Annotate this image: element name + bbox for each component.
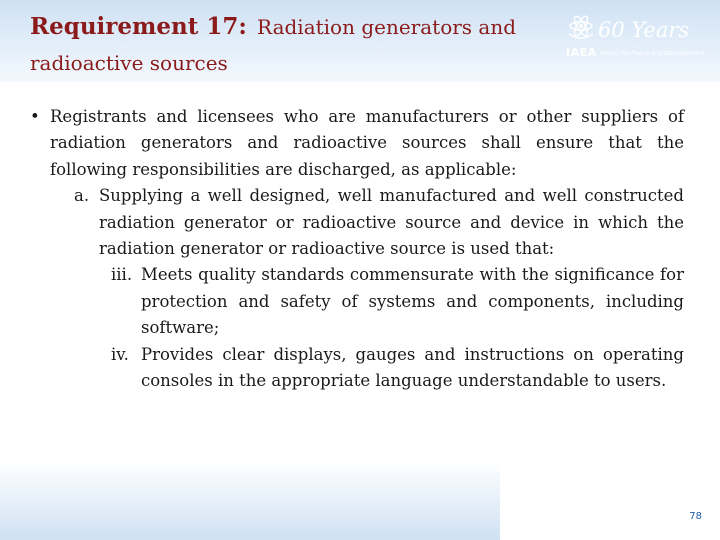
title-lead: Requirement 17: <box>30 13 247 40</box>
list-text-iv: Provides clear displays, gauges and instructions on operating consoles in the appropriate language understandable to users. <box>141 344 684 391</box>
title-rest: Radiation generators and radioactive sources <box>30 15 517 75</box>
logo-org: IAEA <box>566 46 597 59</box>
logo-tagline: Atoms for Peace and Development <box>600 50 705 57</box>
slide-body <box>30 104 684 394</box>
bullet-text: Registrants and licensees who are manufacturers or other suppliers of radiation generators and radioactive sources shall ensure that the following responsibilities are discharged, as applicable: <box>50 107 684 179</box>
list-marker-iv: iv. <box>111 344 129 364</box>
page-number: 78 <box>689 511 702 522</box>
list-text-iii: Meets quality standards commensurate with the significance for protection and safety of systems and components, including software; <box>141 265 684 338</box>
list-item-a <box>30 183 684 262</box>
iaea-emblem-icon <box>566 12 596 44</box>
list-text-a: Supplying a well designed, well manufactured and well constructed radiation generator or radioactive source and device in which the radiation generator or radioactive source is used that: <box>99 186 684 259</box>
footer-band <box>0 462 500 540</box>
list-marker-a: a. <box>74 186 90 206</box>
list-item-iv <box>30 342 684 395</box>
logo-anniversary: 60 Years <box>598 18 690 42</box>
slide-title <box>30 10 530 82</box>
bullet-icon: • <box>30 107 40 126</box>
bullet-item <box>30 104 684 183</box>
list-marker-iii: iii. <box>111 265 133 285</box>
iaea-logo <box>560 10 710 62</box>
list-item-iii <box>30 262 684 341</box>
